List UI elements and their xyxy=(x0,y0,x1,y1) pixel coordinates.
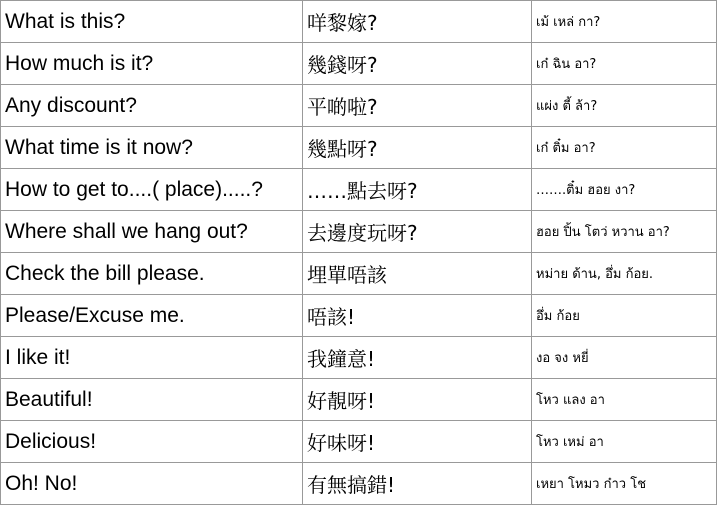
table-row xyxy=(1,337,717,379)
english-cell: How to get to....( place).....? xyxy=(1,169,303,211)
cantonese-cell: 有無搞錯! xyxy=(303,463,532,505)
cantonese-cell: 埋單唔該 xyxy=(303,253,532,295)
english-cell: What time is it now? xyxy=(1,127,303,169)
thai-cell: โหว เหม่ อา xyxy=(532,421,717,463)
cantonese-cell: 咩黎嫁? xyxy=(303,1,532,43)
english-cell: Beautiful! xyxy=(1,379,303,421)
thai-cell: เม้ เหล่ กา? xyxy=(532,1,717,43)
thai-cell: งอ จง หยี่ xyxy=(532,337,717,379)
english-cell: How much is it? xyxy=(1,43,303,85)
thai-cell: แผ่ง ตี้ ล้า? xyxy=(532,85,717,127)
thai-cell: เหยา โหมว ก๋าว โช xyxy=(532,463,717,505)
english-cell: Delicious! xyxy=(1,421,303,463)
english-cell: Where shall we hang out? xyxy=(1,211,303,253)
cantonese-cell: 幾點呀? xyxy=(303,127,532,169)
cantonese-cell: 平啲啦? xyxy=(303,85,532,127)
cantonese-cell: 唔該! xyxy=(303,295,532,337)
table-row xyxy=(1,421,717,463)
table-row xyxy=(1,211,717,253)
thai-cell: เก๋ ฉิน อา? xyxy=(532,43,717,85)
thai-cell: …….ติ๋ม ฮอย งา? xyxy=(532,169,717,211)
table-row xyxy=(1,127,717,169)
table-row xyxy=(1,253,717,295)
thai-cell: อึ่ม ก้อย xyxy=(532,295,717,337)
table-row xyxy=(1,85,717,127)
table-row xyxy=(1,169,717,211)
cantonese-cell: 好味呀! xyxy=(303,421,532,463)
english-cell: Check the bill please. xyxy=(1,253,303,295)
english-cell: Oh! No! xyxy=(1,463,303,505)
phrase-table-body xyxy=(1,1,717,505)
table-row xyxy=(1,1,717,43)
table-row xyxy=(1,463,717,505)
thai-cell: ฮอย ปิ้น โตว่ หวาน อา? xyxy=(532,211,717,253)
english-cell: Any discount? xyxy=(1,85,303,127)
table-row xyxy=(1,379,717,421)
english-cell: What is this? xyxy=(1,1,303,43)
thai-cell: เก๋ ติ๋ม อา? xyxy=(532,127,717,169)
english-cell: I like it! xyxy=(1,337,303,379)
thai-cell: หม่าย ด้าน, อึ่ม ก้อย. xyxy=(532,253,717,295)
english-cell: Please/Excuse me. xyxy=(1,295,303,337)
cantonese-cell: 好靚呀! xyxy=(303,379,532,421)
cantonese-cell: ……點去呀? xyxy=(303,169,532,211)
cantonese-cell: 我鐘意! xyxy=(303,337,532,379)
table-row xyxy=(1,295,717,337)
thai-cell: โหว แลง อา xyxy=(532,379,717,421)
cantonese-cell: 幾錢呀? xyxy=(303,43,532,85)
cantonese-cell: 去邊度玩呀? xyxy=(303,211,532,253)
table-row xyxy=(1,43,717,85)
